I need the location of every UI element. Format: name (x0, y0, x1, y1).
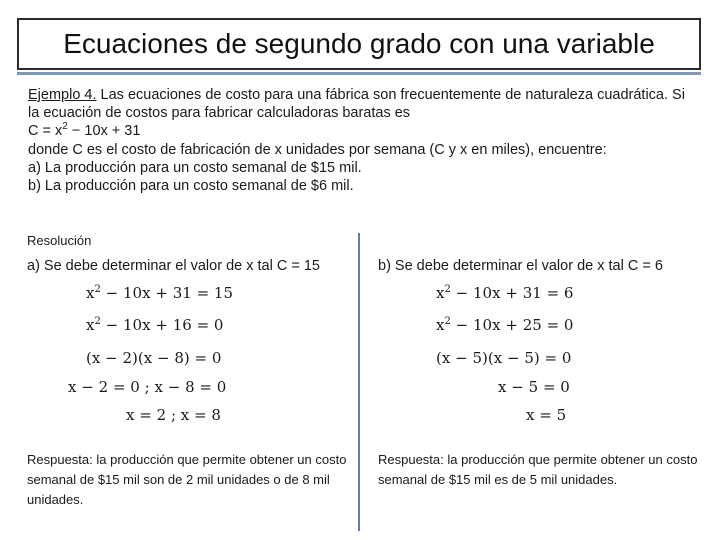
part-a-answer: Respuesta: la producción que permite obtener un costo semanal de $15 mil son de 2 mil unidades o de 8 mil unidades. (27, 452, 347, 507)
part-b-step-3: (x − 5)(x − 5) = 0 (436, 349, 572, 367)
part-a-step-5: x = 2 ; x = 8 (126, 406, 221, 424)
part-b-step-5: x = 5 (526, 406, 567, 424)
cost-equation: $C = x^2 - 10x + 31$ (28, 121, 141, 140)
part-b-step-2: $x^2 - 10x + 25 = 0$ (436, 316, 574, 334)
part-b-answer: Respuesta: la producción que permite obtener un costo semanal de $15 mil es de 5 mil unidades. (378, 452, 698, 487)
item-b: b) La producción para un costo semanal de $6 mil. (28, 177, 354, 194)
part-a-heading: a) Se debe determinar el valor de x tal C = 15 (27, 258, 320, 274)
slide-title-box (17, 18, 701, 70)
part-b-step-1: $x^2 - 10x + 31 = 6$ (436, 284, 574, 302)
resolution-label: Resolución (27, 233, 92, 248)
part-a-step-2: $x^2 - 10x + 16 = 0$ (86, 316, 224, 334)
intro-text-1: Las ecuaciones de costo para una fábrica son frecuentemente de naturaleza cuadrática. Si (96, 87, 685, 103)
slide-title: Ecuaciones de segundo grado con una variable (63, 28, 655, 59)
where-line: donde C es el costo de fabricación de x unidades por semana (C y x en miles), encuentre: (28, 141, 607, 158)
intro-line-1 (28, 86, 708, 104)
ejemplo-label: Ejemplo 4. (28, 87, 97, 103)
part-a-step-3: (x − 2)(x − 8) = 0 (86, 349, 222, 367)
part-a-step-4: x − 2 = 0 ; x − 8 = 0 (68, 378, 227, 396)
column-divider (358, 233, 360, 531)
part-b-heading: b) Se debe determinar el valor de x tal C = 6 (378, 258, 663, 274)
part-a-step-1: $x^2 - 10x + 31 = 15$ (86, 284, 234, 302)
item-a: a) La producción para un costo semanal de $15 mil. (28, 159, 362, 176)
part-b-step-4: x − 5 = 0 (498, 378, 570, 396)
problem-statement (28, 86, 708, 195)
intro-line-2: la ecuación de costos para fabricar calculadoras baratas es (28, 105, 411, 122)
title-underline (17, 72, 701, 75)
